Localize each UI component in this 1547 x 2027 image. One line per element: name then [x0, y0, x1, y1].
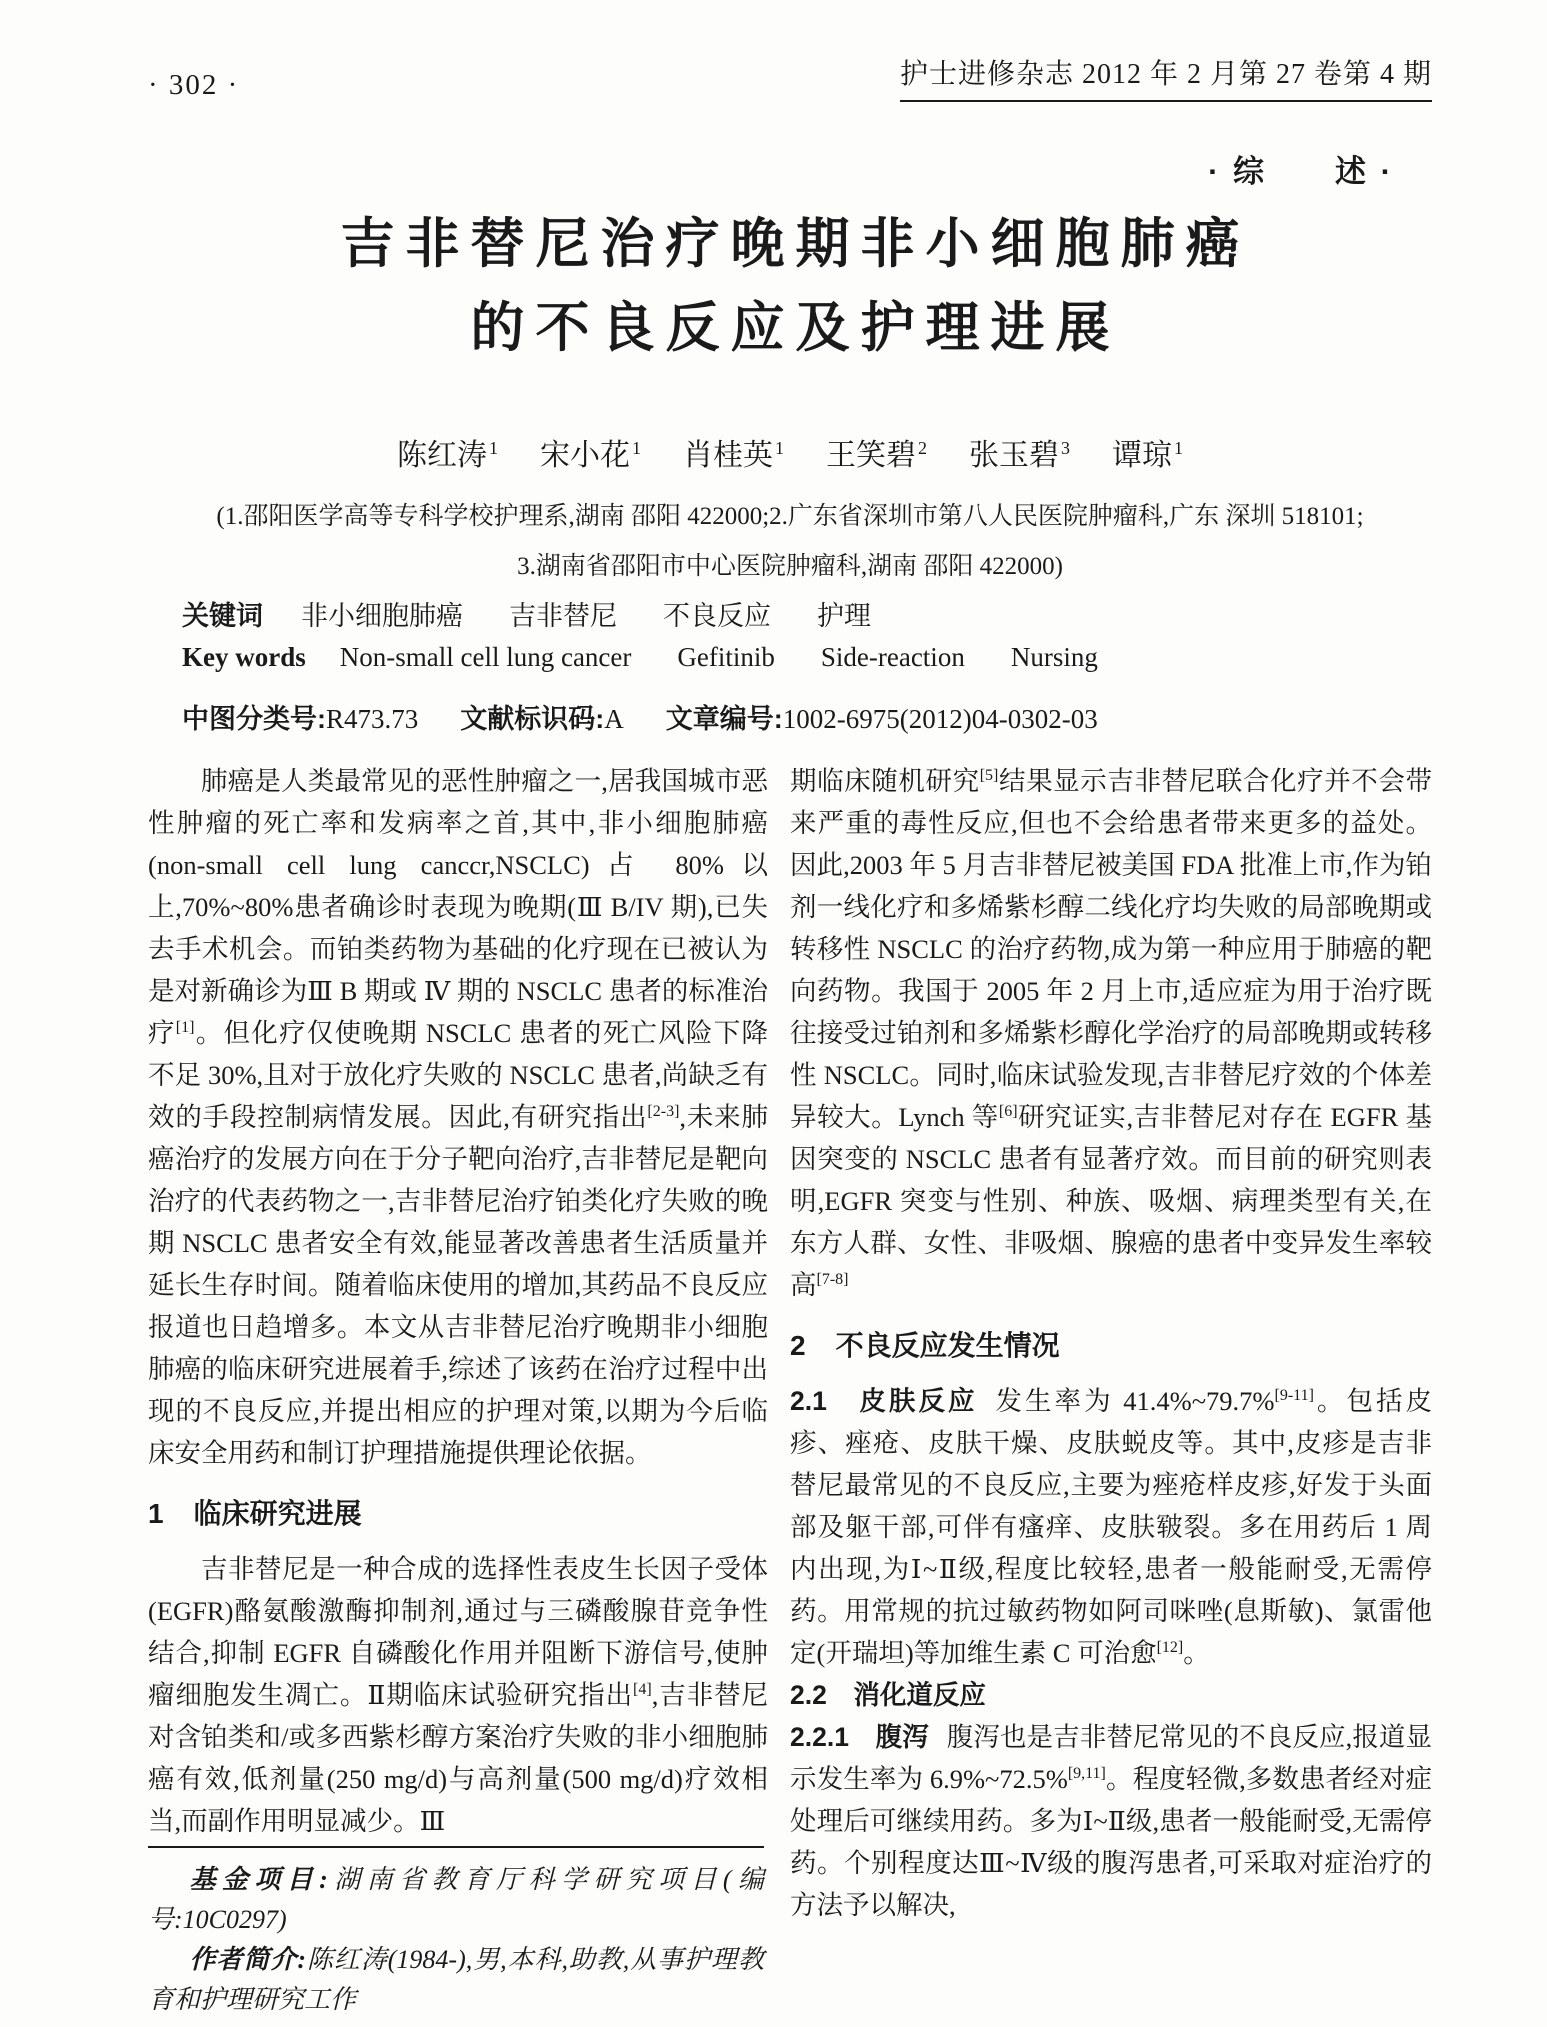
keywords-en-line: [182, 642, 1140, 673]
keyword-term: Side-reaction: [820, 642, 965, 672]
footnote-line: 作者简介:陈红涛(1984-),男,本科,助教,从事护理教育和护理研究工作: [148, 1945, 764, 2014]
article-title-line2: 的不良反应及护理进展: [470, 298, 1121, 358]
body-paragraph: 期临床随机研究[5]结果显示吉非替尼联合化疗并不会带来严重的毒性反应,但也不会给患者带来更多的益处。因此,2003 年 5 月吉非替尼被美国 FDA 批准上市,作为铂剂一线化疗和多烯紫杉醇二线化疗均失败的局部晚期或转移性 NSCLC 的治疗药物,成为第一种应用于肺癌的靶向药物。我国于 2005 年 2 月上市,适应症为用于治疗既往接受过铂剂和多烯紫杉醇化学治疗的局部晚期或转移性 NSCLC。同时,临床试验发现,吉非替尼疗效的个体差异较大。Lynch 等[6]研究证实,吉非替尼对存在 EGFR 基因突变的 NSCLC 患者有显著疗效。而目前的研究则表明,EGFR 突变与性别、种族、吸烟、病理类型有关,在东方人群、女性、非吸烟、腺癌的患者中变异发生率较高[7-8]: [790, 766, 1432, 1300]
section-number: 1: [148, 1498, 164, 1529]
right-column: [790, 760, 1432, 2020]
authors-line: [148, 430, 1432, 474]
paragraph-text: 发生率为 41.4%~79.7%[9-11]。包括皮疹、痤疮、皮肤干燥、皮肤蜕皮等。其中,皮疹是吉非替尼最常见的不良反应,主要为痤疮样皮疹,好发于头面部及躯干部,可伴有瘙痒、皮肤皲裂。多在用药后 1 周内出现,为Ⅰ~Ⅱ级,程度比较轻,患者一般能耐受,无需停药。用常规的抗过敏药物如阿司咪唑(息斯敏)、氯雷他定(开瑞坦)等加维生素 C 可治愈[12]。: [790, 1386, 1432, 1668]
author: 宋小花 $^1$: [540, 438, 641, 472]
affiliations: [148, 492, 1432, 592]
keyword-term: 吉非替尼: [509, 601, 617, 631]
left-column: [148, 760, 768, 2020]
section-heading: [790, 1324, 1432, 1364]
footnote-label: 作者简介:: [189, 1945, 307, 1974]
keywords-en-label: Key words: [182, 642, 306, 672]
subsection-heading: 2.2 消化道反应: [790, 1680, 986, 1710]
id-group: 文献标识码:A: [460, 704, 624, 734]
keywords-cn-terms: [301, 601, 871, 631]
id-group: 文章编号:1002-6975(2012)04-0302-03: [665, 704, 1098, 734]
subsection-heading: 2.2.1 腹泻: [790, 1722, 929, 1752]
author: 王笑碧 $^2$: [826, 438, 927, 472]
author: 陈红涛 $^1$: [397, 438, 498, 472]
page-header: [148, 52, 1432, 102]
affiliation-line2: 3.湖南省邵阳市中心医院肿瘤科,湖南 邵阳 422000): [517, 553, 1063, 580]
section-title: 不良反应发生情况: [835, 1330, 1060, 1361]
classification-line: [182, 697, 1140, 736]
article-title: [148, 202, 1432, 370]
keywords-cn-line: [182, 594, 1140, 633]
subsection-paragraph: [790, 1380, 1432, 1674]
keywords-en-terms: [340, 642, 1098, 672]
keyword-term: 非小细胞肺癌: [301, 601, 463, 631]
subsection-paragraph: [790, 1674, 1432, 1716]
author: 张玉碧 $^3$: [969, 438, 1070, 472]
keyword-term: 护理: [817, 601, 871, 631]
section-number: 2: [790, 1330, 806, 1361]
article-body: [148, 760, 1432, 2020]
article-title-line1: 吉非替尼治疗晚期非小细胞肺癌: [340, 214, 1251, 274]
keywords-cn-label: 关键词: [182, 601, 263, 631]
column-type-label: · 综 述 ·: [1208, 154, 1394, 189]
subsection-heading: 2.1 皮肤反应: [790, 1386, 978, 1416]
paragraph-text: 腹泻也是吉非替尼常见的不良反应,报道显示发生率为 6.9%~72.5%[9,11]。程度轻微,多数患者经对症处理后可继续用药。多为Ⅰ~Ⅱ级,患者一般能耐受,无需停药。个别程度达Ⅲ~Ⅳ级的腹泻患者,可采取对症治疗的方法予以解决,: [790, 1722, 1432, 1920]
body-paragraph: 肺癌是人类最常见的恶性肿瘤之一,居我国城市恶性肿瘤的死亡率和发病率之首,其中,非小细胞肺癌(non-small cell lung canccr,NSCLC)占 80%以上,70%~80%患者确诊时表现为晚期(Ⅲ B/IV 期),已失去手术机会。而铂类药物为基础的化疗现在已被认为是对新确诊为Ⅲ B 期或 Ⅳ 期的 NSCLC 患者的标准治疗[1]。但化疗仅使晚期 NSCLC 患者的死亡风险下降不足 30%,且对于放化疗失败的 NSCLC 患者,尚缺乏有效的手段控制病情发展。因此,有研究指出[2-3],未来肺癌治疗的发展方向在于分子靶向治疗,吉非替尼是靶向治疗的代表药物之一,吉非替尼治疗铂类化疗失败的晚期 NSCLC 患者安全有效,能显著改善患者生活质量并延长生存时间。随着临床使用的增加,其药品不良反应报道也日趋增多。本文从吉非替尼治疗晚期非小细胞肺癌的临床研究进展着手,综述了该药在治疗过程中出现的不良反应,并提出相应的护理对策,以期为今后临床安全用药和制订护理措施提供理论依据。: [148, 766, 768, 1468]
section-heading: [148, 1492, 768, 1532]
left-column-text: [148, 760, 768, 1842]
id-group: 中图分类号:R473.73: [182, 704, 419, 734]
body-paragraph: 吉非替尼是一种合成的选择性表皮生长因子受体(EGFR)酪氨酸激酶抑制剂,通过与三磷酸腺苷竞争性结合,抑制 EGFR 自磷酸化作用并阻断下游信号,使肿瘤细胞发生凋亡。Ⅱ期临床试验研究指出[4],吉非替尼对含铂类和/或多西紫杉醇方案治疗失败的非小细胞肺癌有效,低剂量(250 mg/d)与高剂量(500 mg/d)疗效相当,而副作用明显减少。Ⅲ: [148, 1554, 768, 1836]
keyword-term: Nursing: [1010, 642, 1098, 672]
footnote-label: 基金项目:: [189, 1865, 328, 1894]
page-number: · 302 ·: [148, 69, 240, 101]
journal-issue-line: 护士进修杂志 2012 年 2 月第 27 卷第 4 期: [900, 52, 1432, 102]
subsection-paragraph: [790, 1716, 1432, 1926]
author: 谭琼 $^1$: [1112, 438, 1183, 472]
meta-block: [182, 594, 1140, 745]
footnote-line: 基金项目:湖南省教育厅科学研究项目(编号:10C0297): [148, 1865, 764, 1934]
keyword-term: Gefitinib: [677, 642, 775, 672]
keyword-term: 不良反应: [663, 601, 771, 631]
section-title: 临床研究进展: [193, 1498, 362, 1529]
author: 肖桂英 $^1$: [683, 438, 784, 472]
affiliation-line1: (1.邵阳医学高等专科学校护理系,湖南 邵阳 422000;2.广东省深圳市第八人民医院肿瘤科,广东 深圳 518101;: [216, 503, 1364, 530]
keyword-term: Non-small cell lung cancer: [339, 642, 632, 672]
id-groups: [182, 704, 1140, 734]
footnote-block: [148, 1846, 764, 2020]
